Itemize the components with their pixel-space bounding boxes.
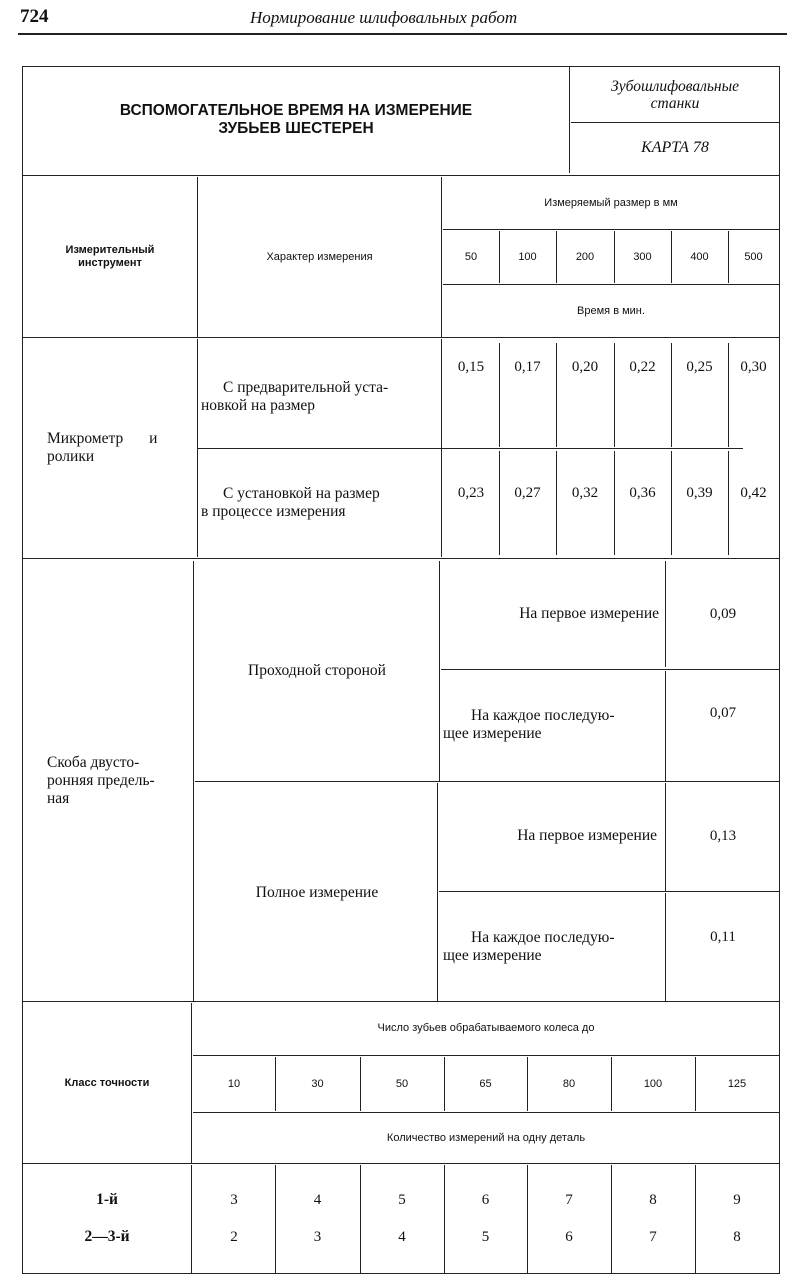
header-rule: [18, 33, 787, 35]
running-title: Нормирование шлифовальных работ: [250, 8, 518, 27]
micrometer-row1-line1: С предварительной уста-: [223, 379, 389, 396]
full-next-line2: щее измерение: [443, 947, 542, 964]
teeth-50: 50: [395, 1078, 409, 1090]
full-first-label: На первое измерение: [517, 827, 657, 844]
full-next-label: [443, 895, 665, 999]
through-next-value: 0,07: [709, 704, 737, 721]
micrometer-row1-character: [201, 347, 437, 447]
size-300: 300: [633, 251, 652, 263]
gauge-line1: Скоба двусто-: [47, 754, 140, 771]
teeth-30: 30: [311, 1078, 324, 1090]
micrometer-row1-value-200: 0,20: [571, 358, 599, 375]
machine-type: [571, 71, 779, 119]
class-row1-teeth-65: 6: [481, 1191, 490, 1208]
card-title: [23, 67, 569, 173]
micrometer-row2-value-200: 0,32: [571, 484, 599, 501]
card-title-line1: ВСПОМОГАТЕЛЬНОЕ ВРЕМЯ НА ИЗМЕРЕНИЕ: [119, 102, 473, 119]
class-row1-teeth-30: 4: [313, 1191, 322, 1208]
micrometer-row2-value-50: 0,23: [457, 484, 485, 501]
class-row1-teeth-50: 5: [398, 1191, 406, 1208]
count-header: Количество измерений на одну деталь: [386, 1132, 586, 1144]
through-next-line1: На каждое последую-: [471, 707, 615, 724]
through-first-value: 0,09: [709, 605, 737, 622]
class-row2-teeth-100: 7: [649, 1228, 657, 1245]
class-row2-teeth-30: 3: [313, 1228, 322, 1245]
teeth-10: 10: [227, 1078, 241, 1090]
teeth-100: 100: [643, 1078, 663, 1090]
measured-size-header: Измеряемый размер в мм: [544, 197, 678, 209]
col-accuracy-class-header: Класс точности: [64, 1076, 150, 1089]
through-next-label: [443, 673, 665, 777]
col-character-header: Характер измерения: [266, 251, 373, 263]
gauge-full-measurement: Полное измерение: [255, 884, 379, 901]
through-first-label: На первое измерение: [519, 605, 659, 622]
gauge-line3: ная: [47, 790, 70, 807]
size-100: 100: [518, 251, 537, 263]
class-row1-teeth-100: 8: [649, 1191, 657, 1208]
micrometer-row1-value-400: 0,25: [686, 358, 713, 375]
teeth-count-header: Число зубьев обрабатываемого колеса до: [377, 1022, 595, 1034]
class-row2-label: 2—3-й: [84, 1228, 130, 1245]
page-header: [20, 6, 785, 32]
col-instrument-line1: Измерительный: [65, 244, 155, 256]
teeth-80: 80: [562, 1078, 576, 1090]
class-row1-label: 1-й: [96, 1191, 118, 1208]
micrometer-row1-value-500: 0,30: [740, 358, 767, 375]
gauge-through-side: Проходной стороной: [248, 662, 386, 679]
gauge-line2: ронняя предель-: [47, 772, 155, 789]
micrometer-row1-value-50: 0,15: [457, 358, 485, 375]
machine-type-line2: станки: [650, 95, 700, 112]
micrometer-row2-value-100: 0,27: [514, 484, 541, 501]
micrometer-row1-value-100: 0,17: [514, 358, 541, 375]
instrument-micrometer: [47, 339, 197, 557]
through-next-line2: щее измерение: [443, 725, 542, 742]
time-unit-header: Время в мин.: [577, 305, 645, 317]
micrometer-line2: ролики: [47, 448, 95, 465]
class-row2-teeth-50: 4: [398, 1228, 406, 1245]
full-next-value: 0,11: [710, 928, 736, 945]
size-50: 50: [464, 251, 478, 263]
micrometer-row2-line2: в процессе измерения: [201, 503, 346, 520]
micrometer-row1-value-300: 0,22: [629, 358, 656, 375]
class-row1-teeth-80: 7: [565, 1191, 573, 1208]
card-number: КАРТА 78: [641, 138, 709, 156]
page-number: 724: [20, 6, 49, 27]
norm-card: [22, 66, 780, 1274]
teeth-125: 125: [727, 1078, 747, 1090]
class-row2-teeth-10: 2: [230, 1228, 238, 1245]
full-first-value: 0,13: [709, 827, 737, 844]
class-row2-teeth-80: 6: [565, 1228, 573, 1245]
micrometer-row2-line1: С установкой на размер: [223, 485, 380, 502]
size-200: 200: [575, 251, 595, 263]
class-row1-teeth-10: 3: [230, 1191, 238, 1208]
col-instrument-header: [23, 177, 197, 337]
micrometer-row2-value-300: 0,36: [629, 484, 656, 501]
micrometer-row2-value-500: 0,42: [740, 484, 767, 501]
col-instrument-line2: инструмент: [78, 257, 142, 269]
card-title-line2: ЗУБЬЕВ ШЕСТЕРЕН: [218, 120, 374, 137]
class-row1-teeth-125: 9: [733, 1191, 741, 1208]
instrument-gauge: [47, 561, 193, 1001]
micrometer-row2-value-400: 0,39: [686, 484, 713, 501]
micrometer-row1-line2: новкой на размер: [201, 397, 316, 414]
micrometer-row2-character: [201, 453, 437, 553]
class-row2-teeth-65: 5: [481, 1228, 490, 1245]
size-400: 400: [690, 251, 709, 263]
full-next-line1: На каждое последую-: [471, 929, 615, 946]
machine-type-line1: Зубошлифовальные: [611, 78, 739, 95]
size-500: 500: [744, 251, 763, 263]
class-row2-teeth-125: 8: [733, 1228, 741, 1245]
micrometer-line1: Микрометр и: [47, 430, 158, 447]
teeth-65: 65: [479, 1078, 492, 1090]
